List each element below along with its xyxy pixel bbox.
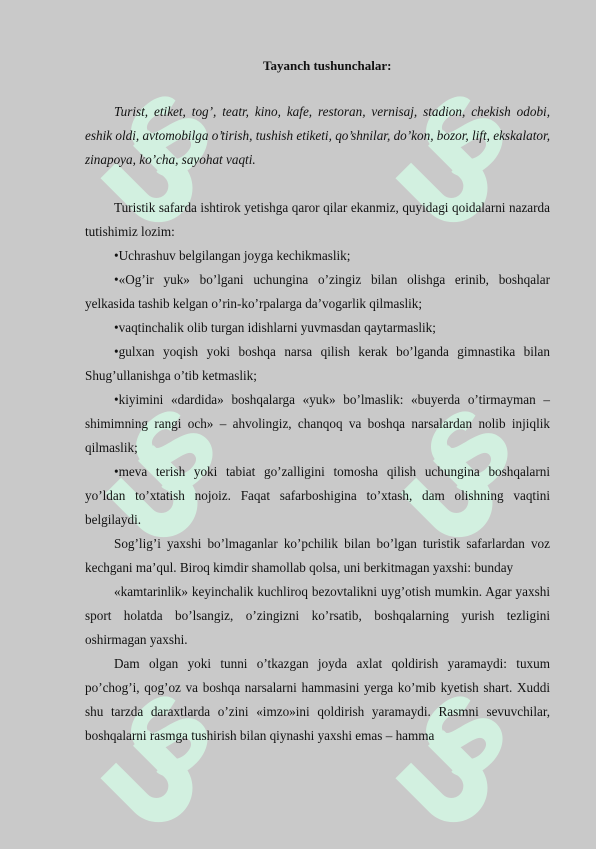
body-paragraph: Sog’lig’i yaxshi bo’lmaganlar ko’pchilik bilan bo’lgan turistik safarlardan voz kechgani ma’qul. Biroq kimdir shamollab qolsa, uni berkitmagan yaxshi: bunday [85,536,550,575]
rule-item: • Uchrashuv belgilangan joyga kechikmaslik; [85,244,550,268]
rule-item: • vaqtinchalik olib turgan idishlarni yuvmasdan qaytarmaslik; [85,316,550,340]
intro-paragraph: Turistik safarda ishtirok yetishga qaror qilar ekanmiz, quyidagi qoidalarni nazarda tutishimiz lozim: [85,200,550,239]
document-body [85,58,550,748]
rule-item: • kiyimini «dardida» boshqalarga «yuk» bo’lmaslik: «buyerda o’tirmayman – shimimning rangi och» – ahvolingiz, chanqoq va boshqa narsalardan nolib injiqlik qilmaslik; [85,388,550,460]
rule-item: • gulxan yoqish yoki boshqa narsa qilish kerak bo’lganda gimnastika bilan Shug’ullanishga o’tib ketmaslik; [85,340,550,388]
rule-item: • meva terish yoki tabiat go’zalligini tomosha qilish uchungina boshqalarni yo’ldan to’xtatish nojoiz. Faqat safarboshigina to’xtash, dam olishning vaqtini belgilaydi. [85,460,550,532]
keywords-paragraph: Turist, etiket, tog’, teatr, kino, kafe, restoran, vernisaj, stadion, chekish odobi, eshik oldi, avtomobilga o’tirish, tushish etiketi, qo’shnilar, do’kon, bozor, lift, ekskalator, zinapoya, ko’cha, sayohat vaqti. [85,104,550,167]
body-paragraph: «kamtarinlik» keyinchalik kuchliroq bezovtalikni uyg’otish mumkin. Agar yaxshi sport holatda bo’lsangiz, o’zingizni ko’rsatib, boshqalarning yurish tezligini oshirmagan yaxshi. [85,584,550,647]
body-paragraph: Dam olgan yoki tunni o’tkazgan joyda axlat qoldirish yaramaydi: tuxum po’chog’i, qog’oz va boshqa narsalarni hammasini yerga ko’mib kyetish shart. Xuddi shu tarzda daraxtlarda o’zini «imzo»ini qoldirish yaramaydi. Rasmni sevuvchilar, boshqalarni rasmga tushirish bilan qiynashi yaxshi emas – hamma [85,656,550,743]
rule-item: • «Og’ir yuk» bo’lgani uchungina o’zingiz bilan olishga erinib, boshqalar yelkasida tashib kelgan o’rin-ko’rpalarga da’vogarlik qilmaslik; [85,268,550,316]
page-title: Tayanch tushunchalar: [263,58,392,73]
